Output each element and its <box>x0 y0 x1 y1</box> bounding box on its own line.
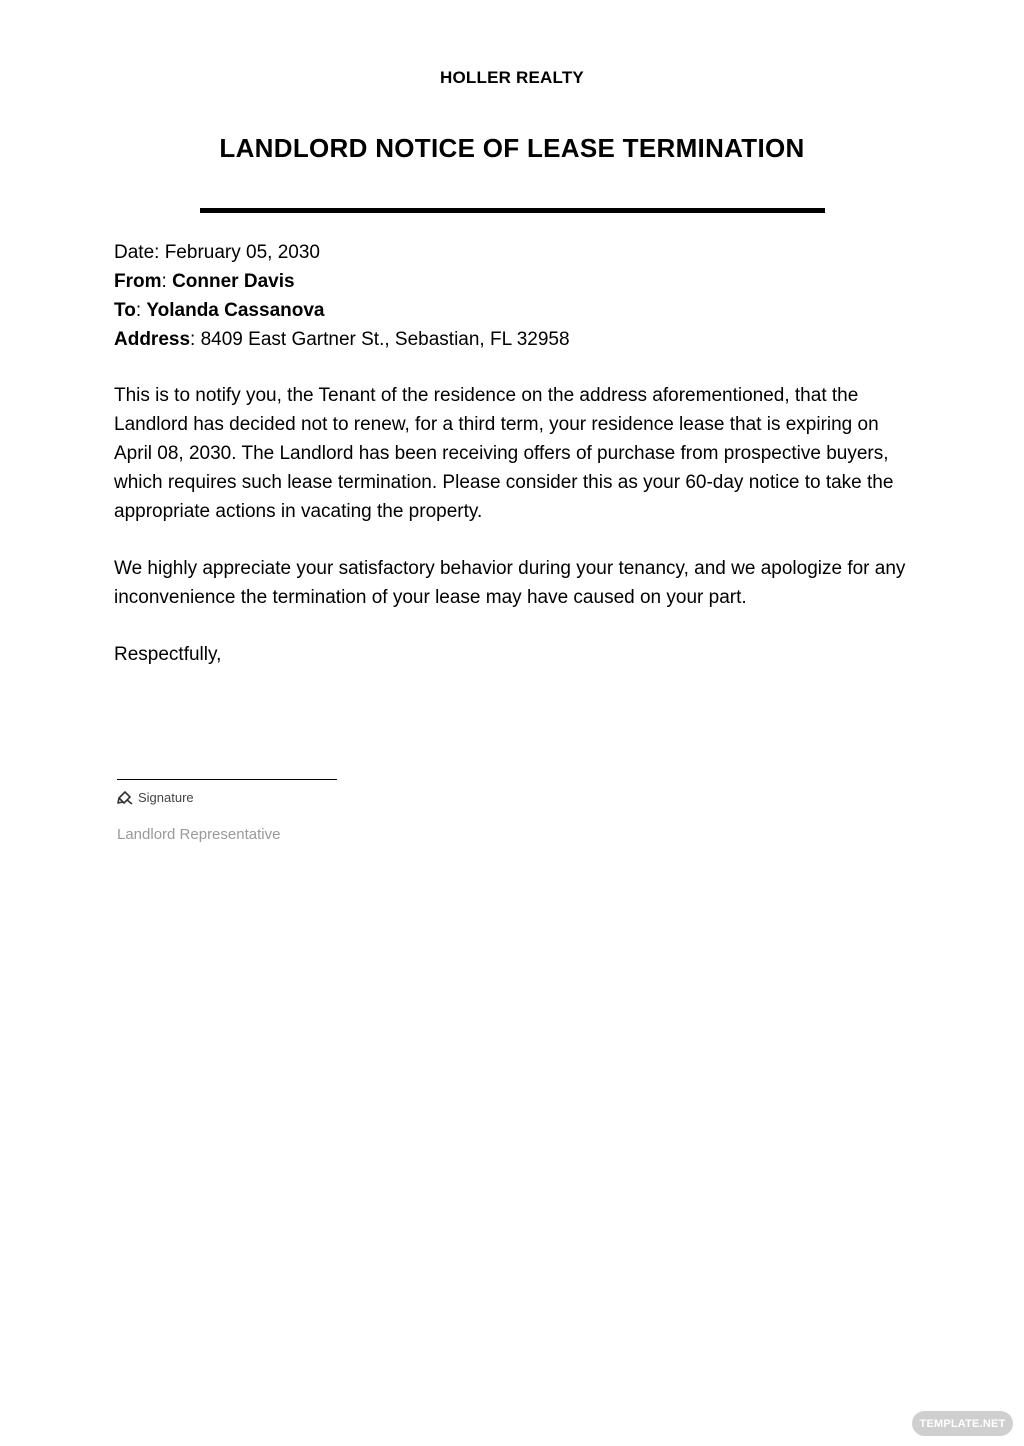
from-value: Conner Davis <box>172 271 295 292</box>
from-separator: : <box>161 271 167 292</box>
closing-line: Respectfully, <box>114 644 222 665</box>
template-watermark[interactable]: TEMPLATE.NET <box>912 1411 1013 1436</box>
date-line <box>114 238 570 267</box>
document-title: LANDLORD NOTICE OF LEASE TERMINATION <box>219 133 805 163</box>
body-paragraph-1: This is to notify you, the Tenant of the residence on the address aforementioned, that the Landlord has decided not to renew, for a third term, your residence lease that is expiring on April 08, 2030. The Landlord has been receiving offers of purchase from prospective buyers, which requires such lease termination. Please consider this as your 60-day notice to take the appropriate actions in vacating the property. <box>114 385 894 522</box>
address-line <box>114 325 570 354</box>
representative-title: Landlord Representative <box>117 826 281 843</box>
pen-icon <box>117 789 133 805</box>
from-label: From <box>114 271 162 292</box>
address-separator: : <box>190 329 196 350</box>
address-label: Address <box>114 329 191 350</box>
signature-caption <box>117 789 194 805</box>
company-name: HOLLER REALTY <box>440 68 584 87</box>
body-paragraph-2: We highly appreciate your satisfactory behavior during your tenancy, and we apologize for any inconvenience the termination of your lease may have caused on your part. <box>114 558 906 608</box>
signature-line <box>117 779 337 780</box>
to-separator: : <box>135 300 142 321</box>
date-value: February 05, 2030 <box>164 242 320 263</box>
to-label: To <box>114 300 136 321</box>
letter-meta <box>114 238 570 354</box>
title-divider <box>200 208 825 213</box>
address-value: 8409 East Gartner St., Sebastian, FL 32958 <box>200 329 570 350</box>
signature-label: Signature <box>138 789 194 805</box>
to-value: Yolanda Cassanova <box>146 300 325 321</box>
date-label: Date: <box>114 242 160 263</box>
from-line <box>114 267 570 296</box>
to-line <box>114 296 570 325</box>
